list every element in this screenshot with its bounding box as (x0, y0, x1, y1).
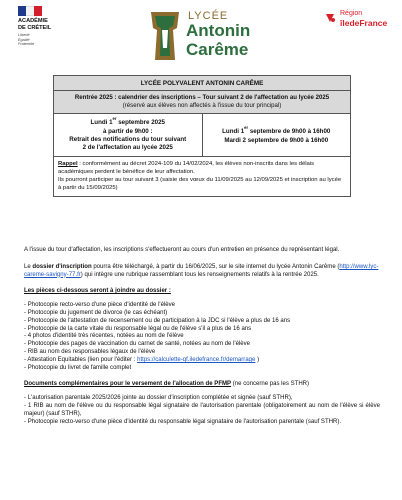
intro-paragraph: A l'issue du tour d'affectation, les inscriptions s'effectueront au cours d'un entretien en présence du représentant légal. (24, 247, 340, 253)
inscription-dates-cell: Lundi 1er septembre de 9h00 à 16h00 Mardi 2 septembre de 9h00 à 16h00 (222, 125, 331, 144)
rappel-cell (54, 157, 350, 196)
pieces-list (24, 302, 380, 372)
heading-sub: (réservé aux élèves non affectés à l'issue du tour principal) (122, 102, 282, 110)
list-item: - Photocopie du livret de famille complet (24, 364, 132, 371)
school-website-link[interactable]: http://www.lyc-careme-savigny-77.fr (24, 263, 379, 278)
pieces-title: Les pièces ci-dessous seront à joindre au dossier : (24, 288, 171, 295)
list-item: - Photocopie recto-verso d'une pièce d'identité de l'élève (24, 302, 176, 309)
school-logo (145, 8, 257, 64)
notification-cell: Lundi 1er septembre 2025 à partir de 9h00 : Retrait des notifications du tour suivant 2 de l'affectation au lycée 2025 (54, 114, 203, 156)
logo-line1: LYCÉE (188, 10, 229, 22)
page-header (0, 0, 402, 72)
region-emblem-icon (324, 12, 336, 24)
list-item: - RIB au nom des responsables légaux de l'élève (24, 348, 156, 355)
list-item: - Photocopie de l'attestation de recensement ou de participation à la JDC si l'élève a plus de 16 ans (24, 317, 291, 324)
pfmp-title: Documents complémentaires pour le versement de l'allocation de PFMP (ne concerne pas les STHR) (24, 381, 310, 388)
rappel-text: : conformément au décret 2024-109 du 14/02/2024, les élèves non-inscrits dans les délais académiques perdent le bénéfice de leur affectation. (58, 161, 315, 176)
document-body (24, 247, 380, 426)
list-item: - 1 RIB au nom de l'élève ou du responsable légal signataire de l'autorisation parentale (obligatoirement au nom de l'élève si élève majeur) (sauf STHR), (24, 402, 380, 417)
dossier-bold: dossier d'inscription (32, 263, 92, 270)
table-heading (54, 91, 350, 114)
rappel-text2: Ils pourront participer au tour suivant 3 (saisie des vœux du 11/09/2025 au 12/09/2025 et inscription au lycée à partir du 15/09/2025) (58, 176, 342, 191)
academy-motto: Liberté Égalité Fraternité (18, 33, 35, 47)
chef-silhouette-icon (145, 8, 185, 64)
list-item: - Photocopie recto-verso d'une pièce d'identité du responsable légal signataire de l'autorisation parentale (sauf STHR). (24, 418, 342, 425)
logo-line3: Carême (186, 40, 249, 59)
dates-row (54, 114, 350, 157)
pfmp-list (24, 395, 380, 426)
academy-name-line2: DE CRÉTEIL (18, 24, 52, 31)
list-item: - 4 photos d'identité très récentes, notées au nom de l'élève (24, 333, 184, 340)
list-item: - L'autorisation parentale 2025/2026 jointe au dossier d'inscription complétée et signée (sauf STHR), (24, 395, 293, 402)
dossier-paragraph: Le dossier d'inscription pourra être téléchargé, à partir du 16/06/2025, sur le site internet du lycée Antonin Carême (http://www.lyc-careme-savigny-77.fr) qui intègre une rubrique rassemblant tous les renseignements relatifs à la rentrée 2025. (24, 263, 379, 278)
list-item-attestation: - Attestation Equitables (lien pour l'éditer : https://calculette-qf.iledefrance.fr/demarrage ) (24, 356, 260, 363)
table-title: LYCÉE POLYVALENT ANTONIN CARÊME (54, 76, 350, 91)
attestation-link[interactable]: https://calculette-qf.iledefrance.fr/demarrage (137, 356, 256, 363)
region-line2: îledeFrance (340, 18, 388, 28)
heading-bold: Rentrée 2025 : calendrier des inscriptions – Tour suivant 2 de l'affectation au lycée 2025 (74, 94, 330, 101)
calendar-table (53, 75, 351, 197)
region-line1: Région (340, 10, 363, 17)
logo-line2: Antonin (186, 21, 251, 40)
list-item: - Photocopie de la carte vitale du responsable légal ou de l'élève s'il a plus de 16 ans (24, 325, 252, 332)
list-item: - Photocopie du jugement de divorce (le cas échéant) (24, 309, 168, 316)
list-item: - Photocopie des pages de vaccination du carnet de santé, notées au nom de l'élève (24, 341, 251, 348)
rappel-label: Rappel (58, 161, 78, 168)
marianne-flag-icon (18, 6, 42, 16)
region-logo (324, 10, 388, 30)
academy-logo (18, 6, 78, 47)
academy-name-line1: ACADÉMIE (18, 18, 48, 24)
